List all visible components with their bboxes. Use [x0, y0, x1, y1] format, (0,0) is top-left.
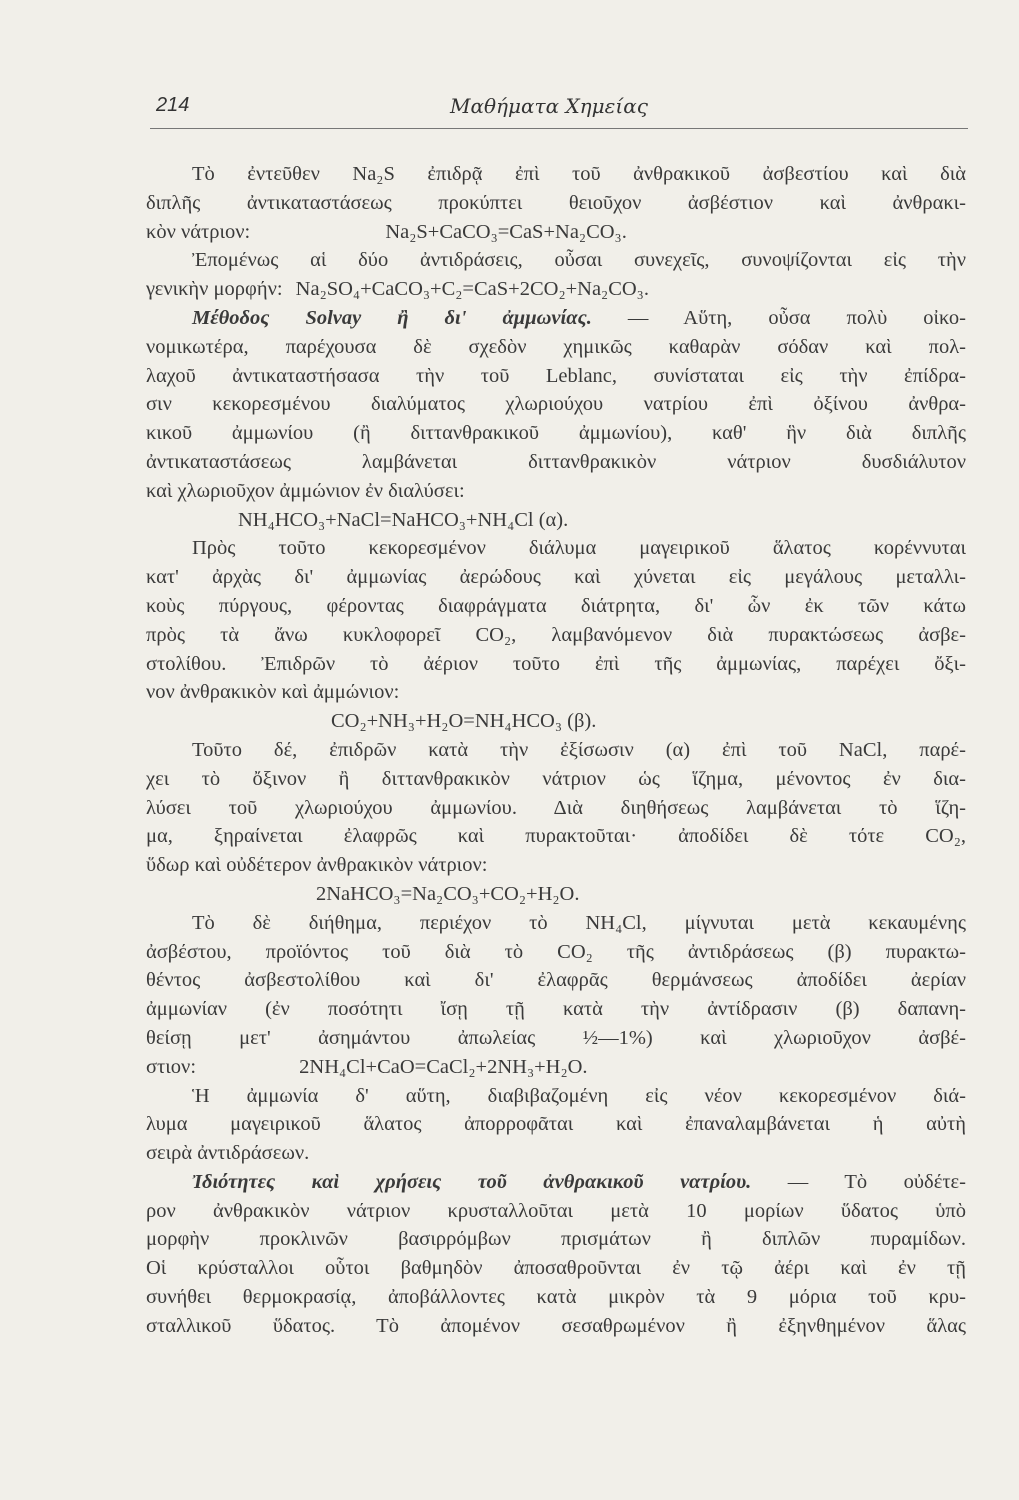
text-line: καὶ χλωριοῦχον ἀμμώνιον ἐν διαλύσει:: [146, 479, 465, 502]
equation: Na₂SO₄+CaCO₃+C₂=CaS+2CO₂+Na₂CO₃.: [295, 278, 649, 301]
text-line: Οἱ κρύσταλλοι οὗτοι βαθμηδὸν ἀποσαθροῦνται ἐν τῷ ἀέρι καὶ ἐν τῇ: [146, 1257, 966, 1280]
text-fragment: — Αὕτη, οὖσα πολὺ οἰκο-: [627, 306, 966, 329]
section-heading: Μέθοδος Solvay ἢ δι' ἀμμωνίας.: [192, 306, 592, 329]
text-line: [146, 304, 966, 333]
text-line: σταλλικοῦ ὕδατος. Τὸ ἀπομένον σεσαθρωμένον ἢ ἐξηνθημένον ἅλας: [146, 1314, 966, 1337]
text-line: Ἡ ἀμμωνία δ' αὕτη, διαβιβαζομένη εἰς νέον κεκορεσμένον διά-: [192, 1084, 966, 1107]
text-line: κικοῦ ἀμμωνίου (ἢ διττανθρακικοῦ ἀμμωνίου), καθ' ἣν διὰ διπλῆς: [146, 422, 966, 445]
text-line: [146, 218, 966, 247]
text-line: λύσει τοῦ χλωριούχου ἀμμωνίου. Διὰ διηθήσεως λαμβάνεται τὸ ἵζη-: [146, 796, 966, 819]
equation: NH₄HCO₃+NaCl=NaHCO₃+NH₄Cl (α).: [238, 508, 569, 531]
text-fragment: στιον:: [146, 1055, 197, 1078]
text-fragment: — Τὸ οὐδέτε-: [787, 1170, 966, 1193]
text-line: ὕδωρ καὶ οὐδέτερον ἀνθρακικὸν νάτριον:: [146, 854, 488, 877]
text-line: Τοῦτο δέ, ἐπιδρῶν κατὰ τὴν ἐξίσωσιν (α) ἐπὶ τοῦ NaCl, παρέ-: [192, 738, 966, 761]
text-line: ἀντικαταστάσεως λαμβάνεται διττανθρακικὸν νάτριον δυσδιάλυτον: [146, 450, 966, 473]
equation: Na₂S+CaCO₃=CaS+Na₂CO₃.: [385, 220, 627, 243]
text-line: ἀσβέστου, προϊόντος τοῦ διὰ τὸ CO₂ τῆς ἀντιδράσεως (β) πυρακτω-: [146, 940, 966, 963]
text-line: μορφὴν προκλινῶν βασιρρόμβων πρισμάτων ἢ διπλῶν πυραμίδων.: [146, 1228, 966, 1251]
page-number: 214: [156, 94, 190, 116]
text-line: ἀμμωνίαν (ἐν ποσότητι ἴσῃ τῇ κατὰ τὴν ἀντίδρασιν (β) δαπανη-: [146, 998, 966, 1021]
equation: CO₂+NH₃+H₂O=NH₄HCO₃ (β).: [331, 710, 597, 733]
page-header: [150, 88, 968, 129]
text-line: συνήθει θερμοκρασίᾳ, ἀποβάλλοντες κατὰ μικρὸν τὰ 9 μόρια τοῦ κρυ-: [146, 1286, 966, 1309]
text-line: σιν κεκορεσμένου διαλύματος χλωριούχου νατρίου ἐπὶ ὀξίνου ἀνθρα-: [146, 393, 966, 416]
text-line: θείσῃ μετ' ἀσημάντου ἀπωλείας ½—1%) καὶ χλωριοῦχον ἀσβέ-: [146, 1026, 966, 1049]
text-line: σειρὰ ἀντιδράσεων.: [146, 1142, 310, 1165]
body-text: [146, 160, 966, 1341]
text-line: Πρὸς τοῦτο κεκορεσμένον διάλυμα μαγειρικοῦ ἅλατος κορέννυται: [192, 537, 966, 560]
text-line: νομικωτέρα, παρέχουσα δὲ σχεδὸν χημικῶς καθαρὰν σόδαν καὶ πολ-: [146, 335, 966, 358]
text-line: [146, 275, 966, 304]
text-line: Ἐπομένως αἱ δύο ἀντιδράσεις, οὖσαι συνεχεῖς, συνοψίζονται εἰς τὴν: [192, 249, 966, 272]
text-line: λυμα μαγειρικοῦ ἅλατος ἀπορροφᾶται καὶ ἐπαναλαμβάνεται ἡ αὐτὴ: [146, 1113, 966, 1136]
text-line: χει τὸ ὄξινον ἢ διττανθρακικὸν νάτριον ὡς ἵζημα, μένοντος ἐν δια-: [146, 767, 966, 790]
running-title: Μαθήματα Χημείας: [450, 94, 648, 118]
text-line: νον ἀνθρακικὸν καὶ ἀμμώνιον:: [146, 681, 400, 704]
text-line: [146, 1168, 966, 1197]
equation: 2NH₄Cl+CaO=CaCl₂+2NH₃+H₂O.: [299, 1055, 588, 1078]
text-fragment: γενικὴν μορφήν:: [146, 278, 283, 301]
text-line: [146, 1053, 966, 1082]
text-line: διπλῆς ἀντικαταστάσεως προκύπτει θειοῦχον ἀσβέστιον καὶ ἀνθρακι-: [146, 191, 966, 214]
text-line: στολίθου. Ἐπιδρῶν τὸ ἀέριον τοῦτο ἐπὶ τῆς ἀμμωνίας, παρέχει ὄξι-: [146, 652, 966, 675]
text-line: πρὸς τὰ ἄνω κυκλοφορεῖ CO₂, λαμβανόμενον διὰ πυρακτώσεως ἀσβε-: [146, 623, 966, 646]
text-line: κοὺς πύργους, φέροντας διαφράγματα διάτρητα, δι' ὧν ἐκ τῶν κάτω: [146, 594, 966, 617]
text-line: λαχοῦ ἀντικαταστήσασα τὴν τοῦ Leblanc, συνίσταται εἰς τὴν ἐπίδρα-: [146, 364, 966, 387]
text-line: Τὸ ἐντεῦθεν Na₂S ἐπιδρᾷ ἐπὶ τοῦ ἀνθρακικοῦ ἀσβεστίου καὶ διὰ: [192, 163, 966, 185]
text-fragment: κὸν νάτριον:: [146, 220, 251, 243]
text-line: κατ' ἀρχὰς δι' ἀμμωνίας ἀερώδους καὶ χύνεται εἰς μεγάλους μεταλλι-: [146, 566, 966, 589]
section-heading: Ἰδιότητες καὶ χρήσεις τοῦ ἀνθρακικοῦ νατρίου.: [192, 1170, 752, 1193]
text-line: ρον ἀνθρακικὸν νάτριον κρυσταλλοῦται μετὰ 10 μορίων ὕδατος ὑπὸ: [146, 1199, 966, 1222]
text-line: θέντος ἀσβεστολίθου καὶ δι' ἐλαφρᾶς θερμάνσεως ἀποδίδει ἀερίαν: [146, 969, 966, 992]
text-line: μα, ξηραίνεται ἐλαφρῶς καὶ πυρακτοῦται· ἀποδίδει δὲ τότε CO₂,: [146, 825, 966, 848]
equation: 2NaHCO₃=Na₂CO₃+CO₂+H₂O.: [316, 882, 580, 905]
text-line: Τὸ δὲ διήθημα, περιέχον τὸ NH₄Cl, μίγνυται μετὰ κεκαυμένης: [192, 911, 966, 934]
